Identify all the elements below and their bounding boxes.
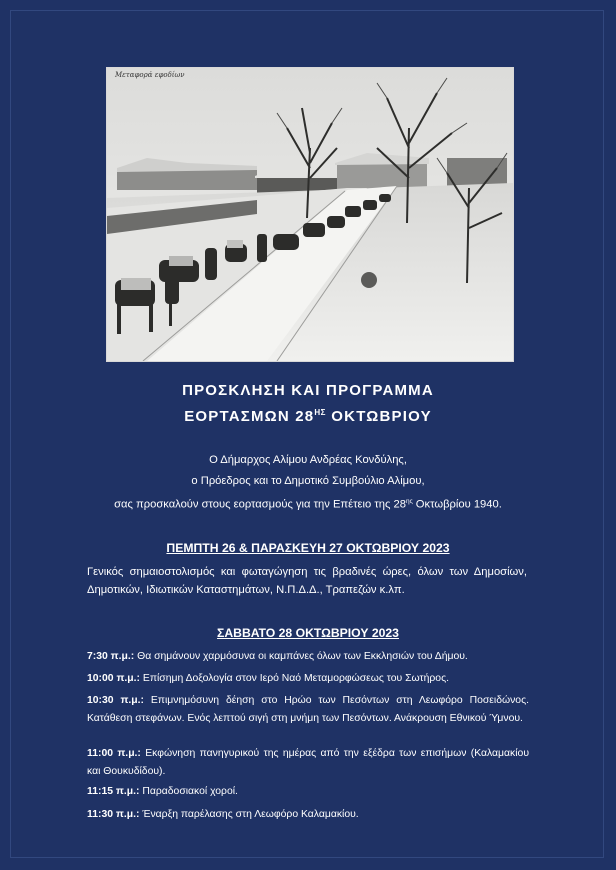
schedule-item: [87, 648, 529, 666]
invitation-line-2: ο Πρόεδρος και το Δημοτικό Συμβούλιο Αλίμου,: [191, 475, 425, 487]
schedule-text: Επιμνημόσυνη δέηση στο Ηρώο των Πεσόντων στη Λεωφόρο Ποσειδώνος. Κατάθεση στεφάνων. Ενός λεπτού σιγή στη μνήμη των Πεσόντων. Ανάκρουση Εθνικού Ύμνου.: [87, 695, 529, 724]
schedule-time: 10:30 π.μ.:: [87, 695, 144, 706]
invitation-line-1: Ο Δήμαρχος Αλίμου Ανδρέας Κονδύλης,: [209, 454, 407, 466]
invitation-line-3-sup: ης: [405, 498, 413, 505]
title-line-1: ΠΡΟΣΚΛΗΣΗ ΚΑΙ ΠΡΟΓΡΑΜΜΑ: [182, 382, 434, 399]
schedule-text: Επίσημη Δοξολογία στον Ιερό Ναό Μεταμορφώσεως του Σωτήρος.: [140, 673, 449, 684]
title-line-2-sup: ΗΣ: [314, 408, 326, 417]
schedule-text: Θα σημάνουν χαρμόσυνα οι καμπάνες όλων των Εκκλησιών του Δήμου.: [134, 651, 468, 662]
section-1-heading: ΠΕΜΠΤΗ 26 & ΠΑΡΑΣΚΕΥΗ 27 ΟΚΤΩΒΡΙΟΥ 2023: [166, 541, 450, 555]
schedule-time: 10:00 π.μ.:: [87, 673, 141, 684]
schedule-item: [87, 692, 529, 727]
invitation-line-3-main: σας προσκαλούν στους εορτασμούς για την Επέτειο της 28: [114, 498, 406, 511]
schedule-time: 11:00 π.μ.:: [87, 748, 141, 759]
schedule-item: [87, 783, 529, 801]
section-2-heading: ΣΑΒΒΑΤΟ 28 ΟΚΤΩΒΡΙΟΥ 2023: [217, 626, 399, 640]
schedule-time: 11:15 π.μ.:: [87, 786, 140, 797]
winter-convoy-illustration: [107, 68, 513, 361]
title-line-2-main: ΕΟΡΤΑΣΜΩΝ 28: [184, 408, 315, 425]
schedule-item: [87, 670, 529, 688]
schedule-time: 7:30 π.μ.:: [87, 651, 135, 662]
schedule-item: [87, 806, 529, 824]
schedule-text: Παραδοσιακοί χοροί.: [139, 786, 238, 797]
invitation-line-3: [0, 492, 616, 515]
schedule-text: Έναρξη παρέλασης στη Λεωφόρο Καλαμακίου.: [139, 809, 359, 820]
schedule-item: [87, 745, 529, 780]
schedule-text: Εκφώνηση πανηγυρικού της ημέρας από την εξέδρα των επισήμων (Καλαμακίου και Θουκυδίδου).: [87, 748, 530, 777]
historic-photo: [106, 67, 514, 362]
schedule-time: 11:30 π.μ.:: [87, 809, 140, 820]
title-line-2: [0, 408, 616, 425]
section-1-text: Γενικός σημαιοστολισμός και φωταγώγηση τις βραδινές ώρες, όλων των Δημοσίων, Δημοτικών, Ιδιωτικών Καταστημάτων, Ν.Π.Δ.Δ., Τραπεζών κ.λπ.: [87, 566, 527, 596]
invitation-line-3-end: Οκτωβρίου 1940.: [412, 498, 502, 511]
photo-caption: Μεταφορά εφοδίων: [115, 71, 185, 79]
title-line-2-end: ΟΚΤΩΒΡΙΟΥ: [325, 408, 432, 425]
